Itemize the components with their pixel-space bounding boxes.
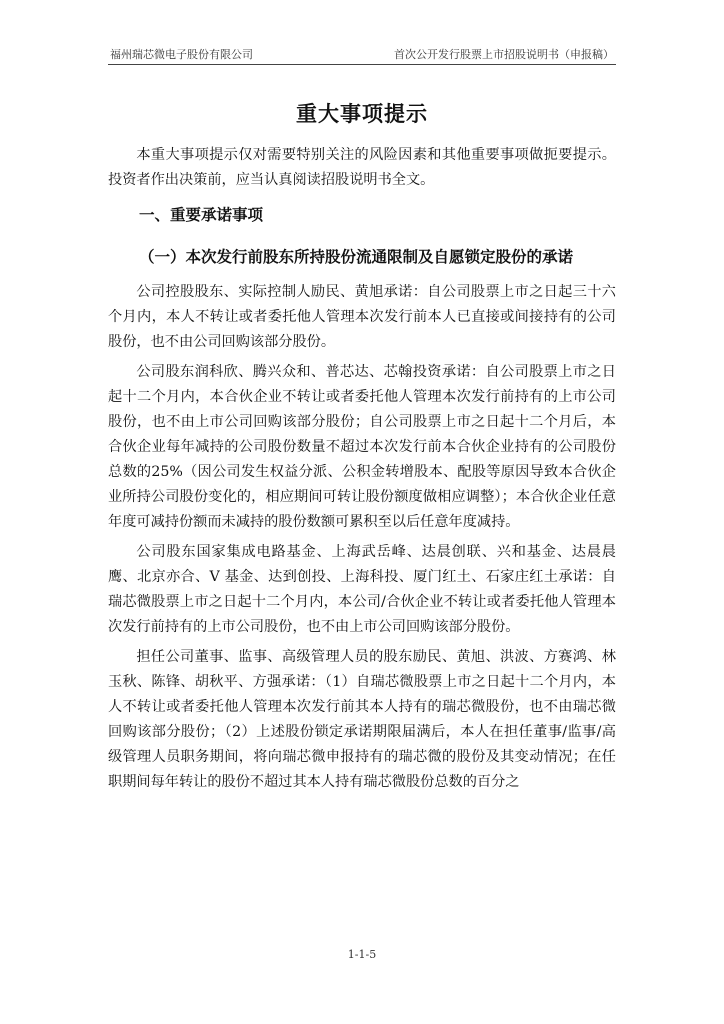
document-body	[108, 143, 616, 800]
header-rule	[108, 64, 616, 65]
page-number: 1-1-5	[347, 948, 377, 961]
paragraph: 公司控股股东、实际控制人励民、黄旭承诺：自公司股票上市之日起三十六个月内，本人不转让或者委托他人管理本次发行前本人已直接或间接持有的公司股份，也不由公司回购该部分股份。	[108, 284, 616, 350]
header-doc-title: 首次公开发行股票上市招股说明书（申报稿）	[394, 48, 614, 61]
page-title: 重大事项提示	[296, 102, 428, 126]
section-heading: 一、重要承诺事项	[139, 206, 264, 224]
subsection-heading: （一）本次发行前股东所持股份流通限制及自愿锁定股份的承诺	[139, 248, 574, 266]
page-header	[110, 46, 614, 62]
paragraph: 公司股东国家集成电路基金、上海武岳峰、达晨创联、兴和基金、达晨晨鹰、北京亦合、V 基金、达到创投、上海科投、厦门红土、石家庄红土承诺：自瑞芯微股票上市之日起十二个月内，本公司/合伙企业不转让或者委托他人管理本次发行前持有的上市公司股份，也不由上市公司回购该部分股份。	[108, 544, 616, 635]
header-company: 福州瑞芯微电子股份有限公司	[110, 48, 253, 61]
paragraph: 担任公司董事、监事、高级管理人员的股东励民、黄旭、洪波、方赛鸿、林玉秋、陈锋、胡秋平、方强承诺：（1）自瑞芯微股票上市之日起十二个月内，本人不转让或者委托他人管理本次发行前其本人持有的瑞芯微股份，也不由瑞芯微回购该部分股份；（2）上述股份锁定承诺期限届满后，本人在担任董事/监事/高级管理人员职务期间，将向瑞芯微申报持有的瑞芯微的股份及其变动情况；在任职期间每年转让的股份不超过其本人持有瑞芯微股份总数的百分之	[108, 649, 616, 790]
intro-paragraph: 本重大事项提示仅对需要特别关注的风险因素和其他重要事项做扼要提示。投资者作出决策前，应当认真阅读招股说明书全文。	[108, 147, 616, 188]
paragraph: 公司股东润科欣、腾兴众和、普芯达、芯翰投资承诺：自公司股票上市之日起十二个月内，本合伙企业不转让或者委托他人管理本次发行前持有的上市公司股份，也不由上市公司回购该部分股份；自公司股票上市之日起十二个月后，本合伙企业每年减持的公司股份数量不超过本次发行前本合伙企业持有的公司股份总数的25%（因公司发生权益分派、公积金转增股本、配股等原因导致本合伙企业所持公司股份变化的，相应期间可转让股份额度做相应调整）；本合伙企业任意年度可减持份额而未减持的股份数额可累积至以后任意年度减持。	[108, 364, 616, 530]
